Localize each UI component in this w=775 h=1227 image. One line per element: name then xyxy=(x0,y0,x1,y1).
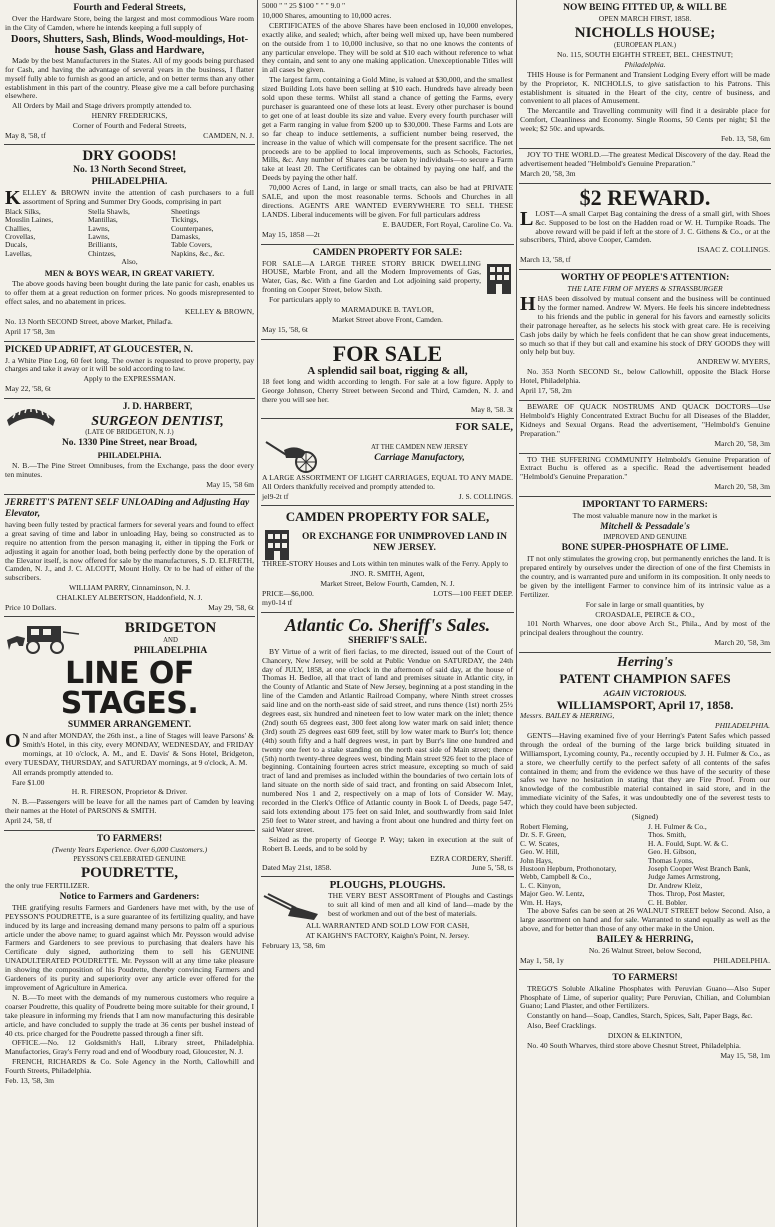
ad-body: A LARGE ASSORTMENT OF LIGHT CARRIAGES, EQUAL TO ANY MADE. All Orders thankfully received and promptly attended to. xyxy=(262,473,513,492)
ad-address: 101 North Wharves, one door above Arch St., Phila., And by most of the principal dealers throughout the country. xyxy=(520,619,770,638)
ad-product: POUDRETTE, xyxy=(80,864,179,881)
ad-date: March 20, '58, 3m xyxy=(520,168,576,178)
signatory: H. A. Fould, Supt. W. & C. xyxy=(648,838,729,848)
ad-title: TO FARMERS! xyxy=(612,972,678,983)
ad-signature: DIXON & ELKINTON, xyxy=(607,1031,683,1041)
signatory: Judge James Armstrong, xyxy=(648,872,721,882)
camden-property-ad xyxy=(261,245,514,340)
ad-body: (LATE OF BRIDGETON, N. J.) xyxy=(85,429,174,437)
ad-date: May 15, '58, 6t xyxy=(262,324,308,334)
ad-maker: Mitchell & Pessadale's xyxy=(600,522,690,533)
goods-item: Stella Shawls, xyxy=(88,206,130,216)
ad-body: 18 feet long and width according to length. For sale at a low figure. Apply to George Johnson, Cherry Street between Second and Third, Camden, N. J. and there you will see her. xyxy=(262,376,513,404)
ad-title: FOR SALE xyxy=(332,340,443,366)
ad-title: IMPORTANT TO FARMERS: xyxy=(582,500,708,511)
column-left xyxy=(4,0,255,1227)
goods-item: Challies, xyxy=(5,223,32,233)
ad-date: May 8, '58. 3t xyxy=(470,404,513,414)
ad-address: No. 13 North Second Street, xyxy=(73,164,186,175)
ad-body: HAS been dissolved by mutual consent and the business will be continued by the former named. Andrew W. Myers. He feels his sincere indebtedness to his friends and the public in general for his favors and earnestly solicits their patronage hereafter, as he selects his stock with great care. He is receiving Cash jobs daily by which he feels confident that he can show great inducements, so much so that if they but call and examine his stock of DRY GOODS they will only help but buy. xyxy=(520,294,770,357)
dentist-ad xyxy=(4,399,255,495)
ad-body: For sale in large or small quantities, by xyxy=(585,599,705,609)
ad-body: Also, xyxy=(121,257,138,267)
ad-signature: CROASDALE, PEIRCE & CO., xyxy=(595,609,695,619)
ad-city: PHILADELPHIA. xyxy=(97,451,162,461)
ad-body: IMPROVED AND GENUINE xyxy=(603,534,687,542)
ad-subtitle: MEN & BOYS WEAR, IN GREAT VARIETY. xyxy=(44,268,215,279)
signatory: Dr. Andrew Kleiz, xyxy=(648,880,703,890)
carriage-ad xyxy=(261,419,514,506)
ad-title: TO FARMERS! xyxy=(96,834,163,845)
column-rule xyxy=(257,0,258,1227)
ad-city: Philadelphia. xyxy=(624,59,666,69)
ad-body: N. B.—To meet with the demands of my numerous customers who require a coarser Poudrette, this quality of Poudrette being more suitable for their ground, I take pleasure in informing my friends that I am now manufacturing this desirable article, and have concluded to supply the trade at 36 cents per bushel instead of 40 cts. price charged for the Poudrette passed through a finer sift. xyxy=(5,992,254,1038)
ad-body: The largest farm, containing a Gold Mine, is valued at $30,000, and the smallest sized Building Lots have been selling at $10 each. Hundreds have already been sold upon these terms. Whilst all stand a chance of getting the Farms, every purchaser is guaranteed one of these lots at least. Every other purchaser is bound to get one of at least double its size and value. Every every fourth purchaser will get a Farm ranging in value from $200 up to $30,000. These Farms and Lots are so far cheap to induce settlements, a sufficient number being reserved, the increase in the value of which will compensate for the present sacrifice. The net proceeds are to be applied to local improvements, such as Schools, Factories, Mills, &c. Any number of Shares can be taken by individuals—to secure a Farm take at least 20. The Certificates can be obtained by paying one half, and the Deeds by paying the other half. xyxy=(262,75,513,183)
shares-ad xyxy=(261,0,514,245)
ad-body: (EUROPEAN PLAN.) xyxy=(614,41,676,49)
ad-signature: CHALKLEY ALBERTSON, Haddonfield, N. J. xyxy=(56,593,203,603)
nicholls-house-ad xyxy=(519,0,771,149)
ad-body: THIS House is for Permanent and Transient Lodging Every effort will be made by the Proprietor, K. NICHOLLS, to give satisfaction to his Patrons. This establishment is situated in the Heart of the city, centre of business, and convenient to all places of Amusement. xyxy=(520,69,770,106)
ad-table-line: 10,000 Shares, amounting to 10,000 acres. xyxy=(262,10,392,20)
ad-body: THE gratifying results Farmers and Gardeners have met with, by the use of PEYSSON'S POUDRETTE, is a sure guarantee of its fertilizing quality, and have induced by its large and increasing demand many persons to palm off a spurious article under the above name; to guard against which Mr. Peysson would advise Farmers and Gardeners to see previous to purchasing that dealers have his Certificate duly signed, authorizing them to sell his GENUINE UNADULTERATED POUDRETTE. Mr. Peysson will at any time take pleasure in showing the composition of his Poudrette, thereby convincing Farmers and Gardeners of its purity and superiority over any article ever offered for the improvement of Agriculture in America. xyxy=(5,902,254,992)
goods-item: Chintzes, xyxy=(88,248,116,258)
drop-cap: K xyxy=(5,186,21,209)
signatory: Robert Fleming, xyxy=(520,822,569,831)
ad-subtitle: Carriage Manufactory, xyxy=(374,452,465,463)
carriage-cut-icon xyxy=(262,434,322,474)
ad-body: having been fully tested by practical farmers for several years and found to effect a great saving of time and labor in unloading Hay, being so constructed as to require no attention from the person managing it, either in tipping the Fork or adjusting it again for another load, both being perfectly done by the operation of the Elevator itself, is now offered for sale by the manufacturers, S. D. ELFRETH, Camden, N. J., and J. C. ALCOTT, Mount Holly. Or to be had of either of the subscribers. xyxy=(5,519,254,583)
ad-address: Market Street above Front, Camden. xyxy=(332,315,443,324)
ad-price: PRICE—$6,000. xyxy=(262,588,314,598)
dry-goods-ad xyxy=(4,145,255,342)
ad-date: Feb. 13, '58, 3m xyxy=(5,1076,55,1086)
goods-item: Brilliants, xyxy=(88,240,118,250)
sheriff-sale-ad xyxy=(261,613,514,878)
ad-title: FOR SALE, xyxy=(455,421,513,434)
ad-body: Over the Hardware Store, being the largest and most commodious Ware room in the City of Camden, where he intends keeping a full supply of xyxy=(5,14,254,32)
column-rule xyxy=(516,0,517,1227)
ad-signature: E. BAUDER, Fort Royal, Caroline Co. Va. xyxy=(382,219,513,229)
signatory: C. W. Scates, xyxy=(520,838,560,848)
ad-body: All Orders by Mail and Stage drivers promptly attended to. xyxy=(12,101,192,111)
column-right xyxy=(519,0,771,1227)
ad-address: No. 40 South Wharves, third store above Chesnut Street, Philadelphia. xyxy=(527,1041,741,1051)
ad-dateline: WILLIAMSPORT, April 17, 1858. xyxy=(556,698,734,713)
ad-signature: MARMADUKE B. TAYLOR, xyxy=(341,305,434,315)
ad-title: WORTHY OF PEOPLE'S ATTENTION: xyxy=(560,273,730,284)
ad-body: Seized as the property of George P. Way; taken in execution at the suit of Robert B. Leeds, and to be sold by xyxy=(262,834,513,853)
ad-date: jel9-2t tf xyxy=(262,492,289,502)
goods-item: Black Silks, xyxy=(5,206,41,216)
signatory: C. H. Bobler. xyxy=(648,897,688,907)
ad-title: BRIDGETON xyxy=(124,619,217,636)
ad-body: AND xyxy=(163,636,178,644)
goods-item: Tickings, xyxy=(171,215,199,225)
ad-body: The above Safes can be seen at 26 WALNUT STREET below Second. Also, a large assortment on hand and for sale. Warranted to stand equally as well as the above, and for better than those of any other make in the Union. xyxy=(520,906,770,933)
ad-body: Messrs. BAILEY & HERRING, xyxy=(520,711,615,721)
poudrette-ad xyxy=(4,831,255,1090)
phosphate-ad xyxy=(519,497,771,653)
ad-body: LOTS—100 FEET DEEP. xyxy=(433,588,513,598)
ad-date: April 17 '58, 3m xyxy=(5,326,55,336)
ad-body: Constantly on hand—Soap, Candles, Starch, Spices, Salt, Paper Bags, &c. xyxy=(527,1011,753,1021)
goods-list xyxy=(5,208,254,258)
drop-cap: O xyxy=(5,729,21,752)
ad-title: SURGEON DENTIST, xyxy=(91,414,224,430)
ad-goods: Doors, Shutters, Sash, Blinds, Wood-mouldings, Hot-house Sash, Glass and Hardware, xyxy=(10,33,249,56)
ad-city: PHILADELPHIA xyxy=(133,645,208,656)
sail-boat-ad xyxy=(261,340,514,420)
ad-subtitle: (Twenty Years Experience. Over 6,000 Customers.) xyxy=(51,845,208,855)
ad-title: $2 REWARD. xyxy=(579,184,711,210)
drop-cap: L xyxy=(520,207,534,230)
ad-title: CAMDEN PROPERTY FOR SALE: xyxy=(312,247,463,258)
ad-date: May 15, 1858 —2t xyxy=(262,229,320,239)
ad-body: THE VERY BEST ASSORTment of Ploughs and Castings to suit all kind of men and all kind of land—made by the best of workmen and out of the best of materials. xyxy=(328,891,513,919)
ad-title: SHERIFF'S SALE. xyxy=(348,635,427,646)
ad-body: THREE-STORY Houses and Lots within ten minutes walk of the Ferry. Apply to xyxy=(262,559,509,569)
ad-address: No. 115, SOUTH EIGHTH STREET, BEL. CHESTNUT; xyxy=(557,49,733,59)
ad-address: No. 26 Walnut Street, below Second, xyxy=(588,945,702,955)
ad-body: The Mercantile and Travelling community will find it a desirable place for Comfort, Cleanliness and Economy. Single Rooms, 50 Cents per night; $1 the week; $2 50c. and upwards. xyxy=(520,106,770,134)
ad-address: AT KAIGHN'S FACTORY, Kaighn's Point, N. Jersey. xyxy=(305,931,470,941)
goods-item: Mantillas, xyxy=(88,215,118,225)
ad-body: FRENCH, RICHARDS & Co. Sole Agency in the North, Callowhill and Fourth Streets, Philadelphia. xyxy=(5,1057,254,1076)
ad-city: PHILADELPHIA. xyxy=(714,721,770,731)
ad-body: FOR SALE—A LARGE THREE STORY BRICK DWELLING HOUSE, Marble Front, and all the Modern Improvements of Gas, Water, Gas, &c. With a fine Garden and Lot adjoining said property, fronting on Cooper Street, below Sixth. xyxy=(262,258,481,295)
ad-name: J. D. HARBERT, xyxy=(122,402,193,413)
ad-date: June 5, '58, ts xyxy=(471,863,513,873)
ad-address: No. 353 North SECOND St., below Callowhill, opposite the Black Horse Hotel, Philadelphia. xyxy=(520,367,770,386)
ad-body: 70,000 Acres of Land, in large or small tracts, can also be had at PRIVATE SALE, and upon the most reasonable terms. Schools and Churches in all directions. AGENTS ARE WANTED EVERYWHERE TO SELL THESE LANDS. Liberal inducements will be given. For full particulars address xyxy=(262,183,513,219)
ad-signature: WILLIAM PARRY, Cinnaminson, N. J. xyxy=(68,583,191,593)
ad-date: April 24, '58, tf xyxy=(5,816,52,826)
hay-elevator-ad xyxy=(4,495,255,617)
ad-date: May 8, '58, tf xyxy=(5,131,46,141)
ad-signature: BAILEY & HERRING, xyxy=(596,934,694,945)
ad-body: PEYSSON'S CELEBRATED GENUINE xyxy=(73,855,186,863)
myers-ad xyxy=(519,270,771,401)
ad-title: PICKED UP ADRIFT, AT GLOUCESTER, N. xyxy=(5,344,193,355)
ad-price: Fare $1.00 xyxy=(12,777,45,787)
ad-price: Price 10 Dollars. xyxy=(5,603,57,613)
ad-date: February 13, '58, 6m xyxy=(262,941,326,951)
adrift-ad xyxy=(4,342,255,400)
signatory: Wm. H. Hays, xyxy=(520,897,563,907)
ad-body: JOY TO THE WORLD.—The greatest Medical Discovery of the day. Read the advertisement headed "Helmbold's Genuine Preparation." xyxy=(520,149,770,168)
ad-name: NICHOLLS HOUSE; xyxy=(574,24,716,41)
ad-title: DRY GOODS! xyxy=(82,147,177,164)
hardware-ad xyxy=(4,0,255,145)
goods-item: Lavellas, xyxy=(5,248,32,258)
ad-signature: J. S. COLLINGS. xyxy=(458,492,513,502)
ad-title: CAMDEN PROPERTY FOR SALE, xyxy=(285,509,490,525)
ad-body: ALL WARRANTED AND SOLD LOW FOR CASH, xyxy=(305,921,470,931)
ad-title: PLOUGHS, PLOUGHS. xyxy=(329,879,446,892)
signatories-list xyxy=(520,823,770,907)
ad-date: May 1, '58, 1y xyxy=(520,955,564,965)
ad-body: The most valuable manure now in the market is xyxy=(572,511,718,521)
ad-subtitle: OR EXCHANGE FOR UNIMPROVED LAND IN NEW JERSEY. xyxy=(301,532,508,554)
ad-banner: Atlantic Co. Sheriff's Sales. xyxy=(284,614,491,635)
signatory: L. C. Kinyon, xyxy=(520,880,561,890)
ad-subtitle: SUMMER ARRANGEMENT. xyxy=(67,719,192,730)
house-cut-icon xyxy=(262,526,292,560)
ad-address: No. 13 North SECOND Street, above Market, Philad'a. xyxy=(5,316,173,326)
ad-address: Corner of Fourth and Federal Streets, xyxy=(72,121,187,131)
ad-body: IT not only stimulates the growing crop, but permanently enriches the land. It is prepared entirely by ourselves under the direction of one of the first Chemists in the country, and is warranted pure and uniform in its composition. It only needs to be given by the intelligent Farmer to convince him of its intrinsic value as a Fertilizer. xyxy=(520,554,770,599)
herring-safes-ad xyxy=(519,653,771,969)
joy-notice xyxy=(519,149,771,184)
ad-signature: HENRY FREDERICKS, xyxy=(91,111,168,121)
goods-item: Table Covers, xyxy=(171,240,212,250)
ad-date: May 15, '58 6m xyxy=(206,480,254,489)
ad-body: Apply to the EXPRESSMAN. xyxy=(83,374,176,384)
ad-city: PHILADELPHIA. xyxy=(713,955,770,965)
ad-city: PHILADELPHIA. xyxy=(91,176,168,187)
stage-line-ad xyxy=(4,617,255,831)
ad-body: N. B.—The Pine Street Omnibuses, from the Exchange, pass the door every ten minutes. xyxy=(5,461,254,480)
ad-signature: ISAAC Z. COLLINGS. xyxy=(697,245,770,255)
signatory: John Hays, xyxy=(520,855,553,865)
ad-date: Dated May 21st, 1858. xyxy=(262,863,332,873)
ad-body: AT THE CAMDEN NEW JERSEY xyxy=(370,443,469,451)
column-center xyxy=(261,0,514,1227)
ad-body: N. B.—Passengers will be leave for all the names part of Camden by leaving their names at the Hotel of PARSONS & SMITH. xyxy=(5,797,254,816)
ad-body: BEWARE OF QUACK NOSTRUMS AND QUACK DOCTORS—Use Helmbold's Highly Concentrated Extract Buchu for all Diseases of the Bladder, Kidneys and Sexual Organs. Read the advertisement, "Helmbold's Genuine Preparation." xyxy=(520,402,770,438)
ad-signature: EZRA CORDERY, Sheriff. xyxy=(430,853,513,863)
goods-item: Damasks, xyxy=(171,232,200,241)
ad-body: TO THE SUFFERING COMMUNITY Helmbold's Genuine Preparation of Extract Buchu is offered as a specific. Read the advertisement headed "Helmbold's Genuine Preparation." xyxy=(520,454,770,482)
ad-body: the only true FERTILIZER. xyxy=(5,880,90,890)
ad-title: PATENT CHAMPION SAFES xyxy=(559,671,731,687)
quack-notice xyxy=(519,401,771,454)
ad-date: March 13, '58, tf xyxy=(520,255,571,265)
exchange-property-ad xyxy=(261,506,514,613)
signatory: J. H. Fulmer & Co., xyxy=(648,822,707,831)
goods-item: Mouslin Laines, xyxy=(5,215,54,225)
ad-body: Made by the best Manufacturers in the States. All of my goods being purchased for Cash, and having the advantage of several years in the business, I flatter myself fully able to furnish as good an article, and on better terms than any other establishment in this part of the country. Please give me a call before purchasing elsewhere. xyxy=(5,55,254,101)
stagecoach-cut-icon xyxy=(5,620,83,656)
ad-date: May 15, '58, 1m xyxy=(720,1050,770,1060)
goods-item: Crovellas, xyxy=(5,232,36,241)
house-cut-icon xyxy=(485,260,513,294)
ad-body: BY Virtue of a writ of fieri facias, to me directed, issued out of the Court of Chancery, New Jersey, will be sold at Public Vendue on SATURDAY, the 24th day of JULY, 1858, at one o'clock in the afternoon of said day, at the house of Thomas H. Bedloe, all that tract of land and premises situate in Atlantic city, in the County of Atlantic and State of New Jersey, beginning at a post standing in the line of the Camden and Atlantic Railroad Company, where Ninth street crosses said line and on the north-east side of said street, and runs thence (1st) north 25½ degrees east, six hundred and nineteen feet to low water mark on the inlet; thence (2nd) south 65 degrees east, 300 feet along low water mark on said inlet; thence (3rd) south 25 degrees east 609 feet, still by low water mark to Burr's lot; thence (4th) south fifty and a half degrees west, in part by Burr's line one hundred and twenty one feet to a stake standing on the north east side of Main street; thence (5th) north twenty-three degrees west, binding Main street 926 feet to the place of beginning. Containing fourteen acres strict measure, excepting so much of said tract of land and premises as included within the boundaries of two certain lots of land situate on the north side of said tract, and fronting on said Absecom Inlet, numbered Nos 1 and 2, respectively on a map of lots of Consider W. May, recorded in the Clerk's Office of Atlantic county in Book L of Deeds, page 547, said lots extending about 175 feet on said Inlet, and southwardly from said Inlet 250 feet to Water street, and having a front about one hundred and thirty feet on said Water street. xyxy=(262,646,513,834)
suffering-notice xyxy=(519,454,771,498)
ploughs-ad xyxy=(261,877,514,955)
ad-body: CERTIFICATES of the above Shares have been enclosed in 10,000 envelopes, exactly alike, and sealed; which, after being well mixed up, have been numbered on the outside from 1 to 10,000 inclusive, so that no one knows the contents of any particular envelope. They will be sold at $10 each without reference to what they contain, and sent to any one making application. Unexceptionable Titles will in all cases be given. xyxy=(262,20,513,75)
goods-item: Counterpanes, xyxy=(171,223,214,233)
ad-date: April 17, '58, 2m xyxy=(520,386,572,396)
ad-signature: H. R. FIRESON, Proprietor & Driver. xyxy=(71,787,188,797)
ad-body: (Signed) xyxy=(631,812,659,822)
ad-body: Also, Beef Cracklings. xyxy=(527,1021,597,1031)
ad-title: Fourth and Federal Streets, xyxy=(73,3,186,13)
ad-headline: LINE OF STAGES. xyxy=(60,655,199,721)
drop-cap: H xyxy=(520,293,536,316)
ad-date: May 29, '58, 6t xyxy=(208,603,254,613)
ad-subtitle: THE LATE FIRM OF MYERS & STRASSBURGER xyxy=(567,284,723,294)
ad-brand: Herring's xyxy=(616,655,673,671)
ad-subtitle: A splendid sail boat, rigging & all, xyxy=(307,364,468,377)
signatory: Major Geo. W. Lentz, xyxy=(520,889,585,899)
ad-address: Market Street, Below Fourth, Camden, N. J. xyxy=(320,578,455,588)
ad-title: JERRETT'S PATENT SELF UNLOADing and Adjusting Hay Elevator, xyxy=(5,497,250,519)
ad-body: OPEN MARCH FIRST, 1858. xyxy=(598,14,692,23)
ad-title: NOW BEING FITTED UP, & WILL BE xyxy=(563,3,727,13)
signatory: Thos. Smith, xyxy=(648,830,686,840)
signatory: Joseph Cooper West Branch Bank, xyxy=(648,864,751,874)
goods-item: Lawns, xyxy=(88,223,110,233)
signatory: Webb, Campbell & Co., xyxy=(520,872,592,882)
goods-item: Lawns, xyxy=(88,232,110,241)
signatory: Hustoon Hepburn, Prothonotary, xyxy=(520,864,617,874)
ad-date: my0-14 tf xyxy=(262,597,293,607)
signatory: Geo. W. Hill, xyxy=(520,847,560,857)
ad-address: No. 1330 Pine Street, near Broad, xyxy=(61,438,198,449)
ad-date: May 22, '58, 6t xyxy=(5,384,51,394)
ad-subtitle: Notice to Farmers and Gardeners: xyxy=(59,891,200,902)
goods-item: Napkins, &c., &c. xyxy=(171,248,225,258)
ad-city: CAMDEN, N. J. xyxy=(203,131,254,141)
ad-body: GENTS—Having examined five of your Herring's Patent Safes which passed through the ordeal of the burning of the large brick building situated in Williamsport, Lycoming county, Pa., recently occupied by J. H. Fulmer & Co., as a store, we cheerfully certify to the perfect safety of all contents of the safes contained in them; and from the evidence we thus have of the security of these safes we have no hesitation in stating that they are Fire Proof. From our knowledge of the combustible material contained in said store, and in the immediate vicinity of the Safes, it was undoubtedly one of the severest tests to which they could have been subjected. xyxy=(520,730,770,812)
ad-body: LOST—A small Carpet Bag containing the dress of a small girl, with Shoes &c. Supposed to be lost on the Hadden road or W. H. Turnpike Roads. The above reward will be paid if left at the store of J. C. Githens & Co., or at the subscribers, Third, above Cooper, Camden. xyxy=(520,208,770,245)
ad-date: March 20, '58, 3m xyxy=(714,482,770,492)
goods-item: Sheetings xyxy=(171,206,200,216)
ad-body: TREGO'S Soluble Alkaline Phosphates with Peruvian Guano—Also Super Phosphate of Lime, of superior quality; Pure Peruvian, Chilian, and Columbian Guano; Land Plaster, and other Fertilizers. xyxy=(520,983,770,1011)
plough-cut-icon xyxy=(262,892,324,922)
ad-date: March 20, '58, 3m xyxy=(714,438,770,448)
ad-body: N and after MONDAY, the 26th inst., a line of Stages will leave Parsons' & Smith's Hotel, in this city, every MONDAY, WEDNESDAY, and FRIDAY mornings, at 10 o'clock, A. M., and E. Davis' & Sons Hotel, Bridgeton, every TUESDAY, THURSDAY, and SATURDAY mornings, at 9 o'clock, A. M. xyxy=(5,730,254,767)
signatory: Thomas Lyons, xyxy=(648,855,694,865)
goods-item: Ducals, xyxy=(5,240,28,250)
ad-date: March 20, '58, 3m xyxy=(714,638,770,648)
ad-product: BONE SUPER-PHOSPHATE OF LIME. xyxy=(561,543,729,554)
signatory: Geo. H. Gibson, xyxy=(648,847,697,857)
trego-phosphates-ad xyxy=(519,970,771,1065)
ad-signature: KELLEY & BROWN, xyxy=(184,306,254,316)
ad-body: ELLEY & BROWN invite the attention of cash purchasers to a full assortment of Spring and Summer Dry Goods, comprising in part xyxy=(22,187,254,206)
ad-signature: ANDREW W. MYERS, xyxy=(696,357,770,367)
ad-body: All errands promptly attended to. xyxy=(12,767,114,777)
ad-body: The above goods having been bought during the late panic for cash, enables us to offer them at a great reduction on former prices. No goods misrepresented to effect sales, and no abatement in prices. xyxy=(5,279,254,306)
ad-address: OFFICE.—No. 12 Goldsmith's Hall, Library street, Philadelphia. Manufactories, Gray's Ferry road and end of Woodbury road, Gloucester, N. J. xyxy=(5,1038,254,1057)
ad-subtitle: AGAIN VICTORIOUS. xyxy=(603,688,687,699)
ad-body: J. a White Pine Log, 60 feet long. The owner is requested to prove property, pay charges and take it away or it will be sold according to law. xyxy=(5,355,254,374)
signatory: Dr. S. F. Green, xyxy=(520,830,567,840)
ad-table-line: 5000 " " 25 $100 " " " 9.0 " xyxy=(262,1,346,10)
ad-date: Feb. 13, '58, 6m xyxy=(720,134,770,144)
ad-signature: JNO. R. SMITH, Agent, xyxy=(350,569,425,579)
denture-cut-icon xyxy=(5,402,57,428)
signatory: Thos. Throp, Post Master, xyxy=(648,889,725,899)
reward-ad xyxy=(519,184,771,270)
ad-body: For particulars apply to xyxy=(269,295,341,305)
